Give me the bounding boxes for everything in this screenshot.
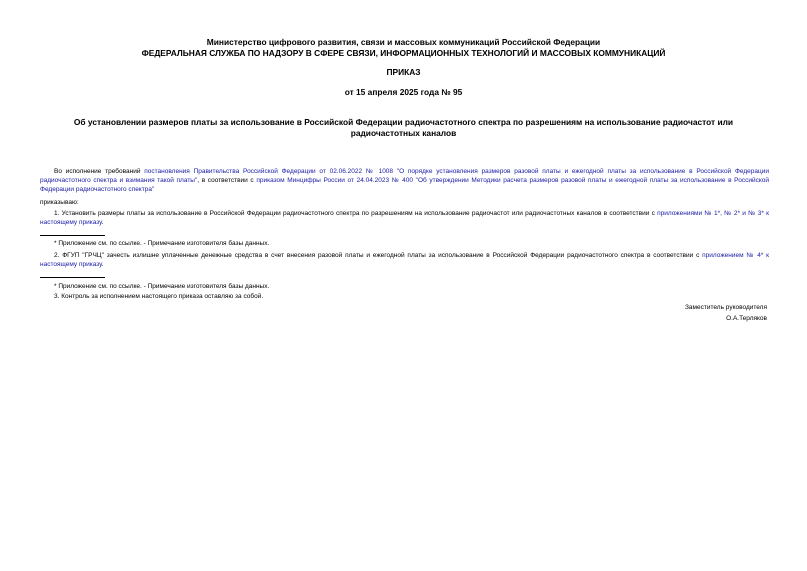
order-400-link[interactable]: приказом Минцифры России от 24.04.2023 № 400 "Об утверждении Методики расчета размеров разовой платы и ежегодной платы за использование в Российской Федерации радиочастотного спектра" — [40, 177, 769, 193]
footnote-divider — [40, 235, 105, 236]
ministry-header: Министерство цифрового развития, связи и массовых коммуникаций Российской Федерации — [206, 37, 601, 47]
footnote-2: * Приложение см. по ссылке. - Примечание изготовителя базы данных. — [54, 283, 270, 290]
item-1-paragraph — [40, 209, 769, 227]
item-1-text: 1. Установить размеры платы за использование в Российской Федерации радиочастотного спектра по разрешениям на использование радиочастот или радиочастотных каналов в соответствии с — [54, 210, 658, 217]
signatory-name: О.А.Терляков — [726, 315, 767, 322]
footnote-1: * Приложение см. по ссылке. - Примечание изготовителя базы данных. — [54, 240, 270, 247]
doc-subject: Об установлении размеров платы за использование в Российской Федерации радиочастотного спектра по разрешениям на использование радиочастот или радиочастотных каналов — [73, 117, 734, 138]
appendix-4-link[interactable]: приложением № 4* к настоящему приказу — [40, 252, 769, 268]
item-1-tail: . — [101, 219, 104, 226]
item-3-paragraph: 3. Контроль за исполнением настоящего приказа оставляю за собой. — [54, 293, 264, 300]
doc-date-number: от 15 апреля 2025 года № 95 — [344, 87, 463, 97]
item-2-tail: . — [101, 261, 104, 268]
signatory-position: Заместитель руководителя — [685, 304, 767, 311]
preamble-mid: , в соответствии с — [197, 177, 257, 184]
item-2-paragraph — [40, 251, 769, 269]
preamble-paragraph — [40, 167, 769, 194]
order-word: приказываю: — [40, 199, 79, 206]
doc-type-title: ПРИКАЗ — [386, 67, 421, 77]
item-2-text: 2. ФГУП "ГРЧЦ" зачесть излишне уплаченные денежные средства в счет внесения разовой платы и ежегодной платы за использование в Российской Федерации радиочастотного спектра в соответствии с — [54, 252, 703, 259]
service-header: ФЕДЕРАЛЬНАЯ СЛУЖБА ПО НАДЗОРУ В СФЕРЕ СВЯЗИ, ИНФОРМАЦИОННЫХ ТЕХНОЛОГИЙ И МАССОВЫХ КОММУНИКАЦИЙ — [141, 48, 666, 58]
footnote-divider-2 — [40, 277, 105, 278]
preamble-lead: Во исполнение требований — [54, 168, 145, 175]
appendices-1-3-link[interactable]: приложениями № 1*, № 2* и № 3* к настоящему приказу — [40, 210, 769, 226]
resolution-1008-link[interactable]: постановления Правительства Российской Федерации от 02.06.2022 № 1008 "О порядке установления размеров разовой платы и ежегодной платы за использование в Российской Федерации радиочастотного спектра и взимания такой платы" — [40, 168, 769, 184]
